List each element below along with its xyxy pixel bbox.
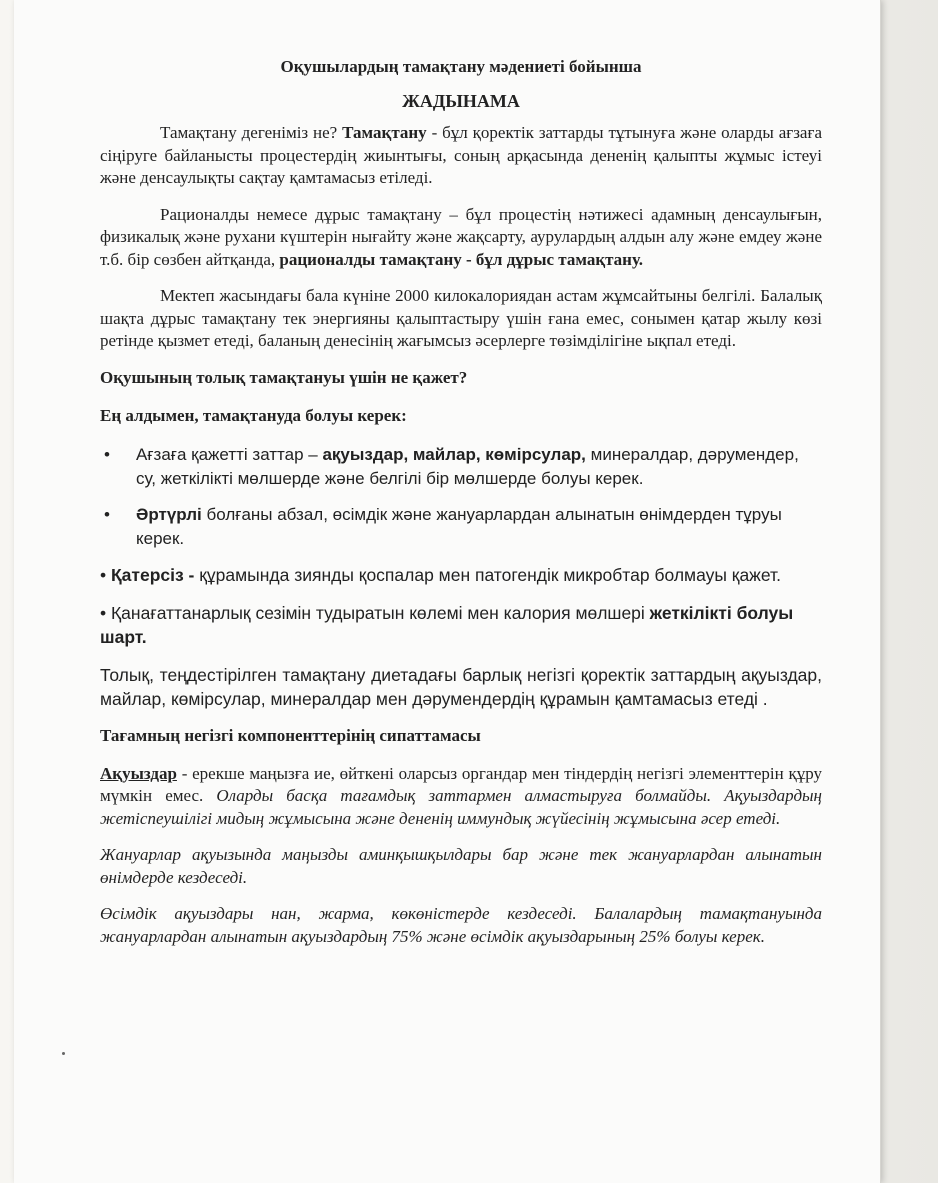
list-item-text: минералдар, дәрумендер, су, жеткілікті мөлшерде және белгілі бір мөлшерде болуы керек.: [136, 444, 799, 488]
document-content: [100, 56, 822, 962]
document-subtitle: ЖАДЫНАМА: [402, 91, 520, 111]
paragraph-text: - бұл қоректік заттарды тұтынуға және оларды ағзаға сіңіруге байланысты процестердің жиынтығы, соның арқасында дененің қалыпты жұмыс істеуі және денсаулықты сақтау қамтамасыз етіледі.: [100, 123, 822, 187]
underlined-term: Ақуыздар: [100, 763, 177, 783]
list-item: [100, 503, 822, 551]
paragraph-plant-protein: Өсімдік ақуыздары нан, жарма, көкөністерде кездеседі. Балалардың тамақтануында жануарлардан алынатын ақуыздардың 75% және өсімдік ақуыздарының 25% болуы керек.: [100, 904, 822, 946]
list-item-text: құрамында зиянды қоспалар мен патогендік микробтар болмауы қажет.: [194, 564, 781, 585]
section-heading: Тағамның негізгі компоненттерінің сипаттамасы: [100, 725, 481, 745]
section-heading: Оқушының толық тамақтануы үшін не қажет?: [100, 367, 468, 387]
paragraph-school-age: Мектеп жасындағы бала күніне 2000 килокалориядан астам жұмсайтыны белгілі. Балалық шақта дұрыс тамақтану тек энергияны қалыптастыру үшін ғана емес, сонымен қатар жылу көзі ретінде қызмет етеді, баланың денесінің жағымсыз әсерлерге төзімділігіне ықпал етеді.: [100, 286, 822, 350]
paragraph-proteins: [100, 763, 822, 831]
paragraph-balanced: Толық, теңдестірілген тамақтану диетадағы барлық негізгі қоректік заттардың ақуыздар, майлар, көмірсулар, минералдар мен дәрумендердің құрамын қамтамасыз етеді .: [100, 664, 822, 709]
list-item-text: • Қанағаттанарлық сезімін тудыратын көлемі мен калория мөлшері: [100, 602, 650, 623]
paragraph-text: Тамақтану дегеніміз не?: [160, 123, 343, 142]
list-item-text: •: [100, 564, 111, 585]
bold-term: Тамақтану: [342, 123, 427, 142]
paragraph-definition: [100, 122, 822, 190]
list-item-text: болғаны абзал, өсімдік және жануарлардан алынатын өнімдерден тұруы керек.: [136, 504, 782, 548]
bold-term: Қатерсіз -: [111, 564, 195, 585]
paper-speck: [62, 1052, 65, 1055]
paragraph-rational: [100, 204, 822, 272]
paragraph-text: - ерекше маңызға ие, өйткені оларсыз органдар мен тіндердің негізгі элементтерін құру мүмкін емес.: [100, 763, 822, 805]
list-item-text: Ағзаға қажетті заттар –: [136, 444, 323, 464]
bold-term: рационалды тамақтану - бұл дұрыс тамақтану.: [279, 249, 644, 269]
requirements-list: [100, 443, 822, 551]
bold-term: Әртүрлі: [136, 504, 202, 524]
list-item: [100, 563, 822, 587]
bullet-marker: •: [104, 504, 110, 524]
bold-term: ақуыздар, майлар, көмірсулар,: [322, 444, 586, 464]
paper-sheet: [14, 0, 881, 1183]
bold-term: жеткілікті болуы шарт.: [100, 602, 794, 647]
section-heading: Ең алдымен, тамақтануда болуы керек:: [100, 405, 407, 425]
document-title: Оқушылардың тамақтану мәдениеті бойынша: [280, 57, 642, 76]
italic-text: Оларды басқа тағамдық заттармен алмастыруға болмайды. Ақуыздардың жетіспеушілігі мидың жұмысына және дененің иммундық жүйесінің жұмысына әсер етеді.: [100, 786, 822, 828]
paragraph-text: Рационалды немесе дұрыс тамақтану – бұл процестің нәтижесі адамның денсаулығын, физикалық және рухани күштерін нығайту және жақсарту, аурулардың алдын алу және емдеу және т.б. бір сөзбен айтқанда,: [100, 204, 822, 269]
list-item: [100, 601, 822, 649]
paragraph-animal-protein: Жануарлар ақуызында маңызды аминқышқылдары бар және тек жануарлардан алынатын өнімдерде кездеседі.: [100, 845, 822, 887]
list-item: [100, 443, 822, 491]
bullet-marker: •: [104, 444, 110, 464]
